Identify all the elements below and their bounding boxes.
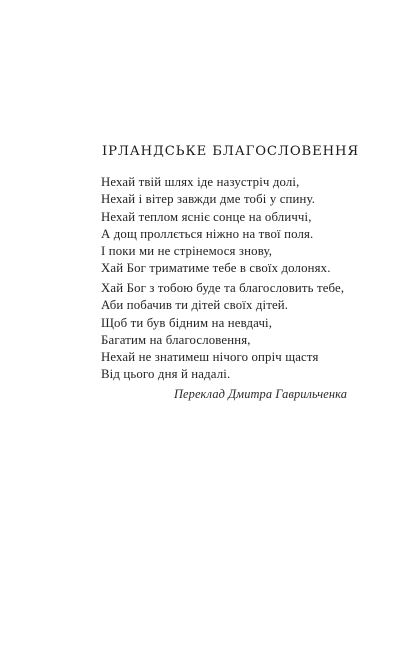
poem-title: ІРЛАНДСЬКЕ БЛАГОСЛОВЕННЯ [102, 144, 359, 159]
poem-line: Нехай твій шлях іде назустріч долі, [101, 175, 300, 189]
translator-credit: Переклад Дмитра Гаврильченка [174, 387, 348, 401]
poem-line: А дощ проллється ніжно на твої поля. [101, 226, 314, 241]
stanza-2 [101, 280, 344, 384]
poem-line: Нехай і вітер завжди дме тобі у спину. [101, 192, 316, 207]
poem-line: Нехай теплом ясніє сонце на обличчі, [101, 209, 312, 224]
poem-line: Від цього дня й надалі. [101, 367, 231, 382]
stanza-1 [101, 174, 331, 278]
poem-line: Щоб ти був бідним на невдачі, [101, 315, 273, 330]
poem-line: І поки ми не стрінемося знову, [101, 244, 273, 259]
poem-line: Нехай не знатимеш нічого опріч щастя [101, 350, 319, 365]
poem-line: Багатим на благословення, [101, 332, 251, 347]
poem-line: Хай Бог триматиме тебе в своїх долонях. [101, 261, 331, 276]
poem-line: Хай Бог з тобою буде та благословить тебе, [101, 281, 345, 295]
poem-line: Аби побачив ти дітей своїх дітей. [101, 298, 289, 313]
